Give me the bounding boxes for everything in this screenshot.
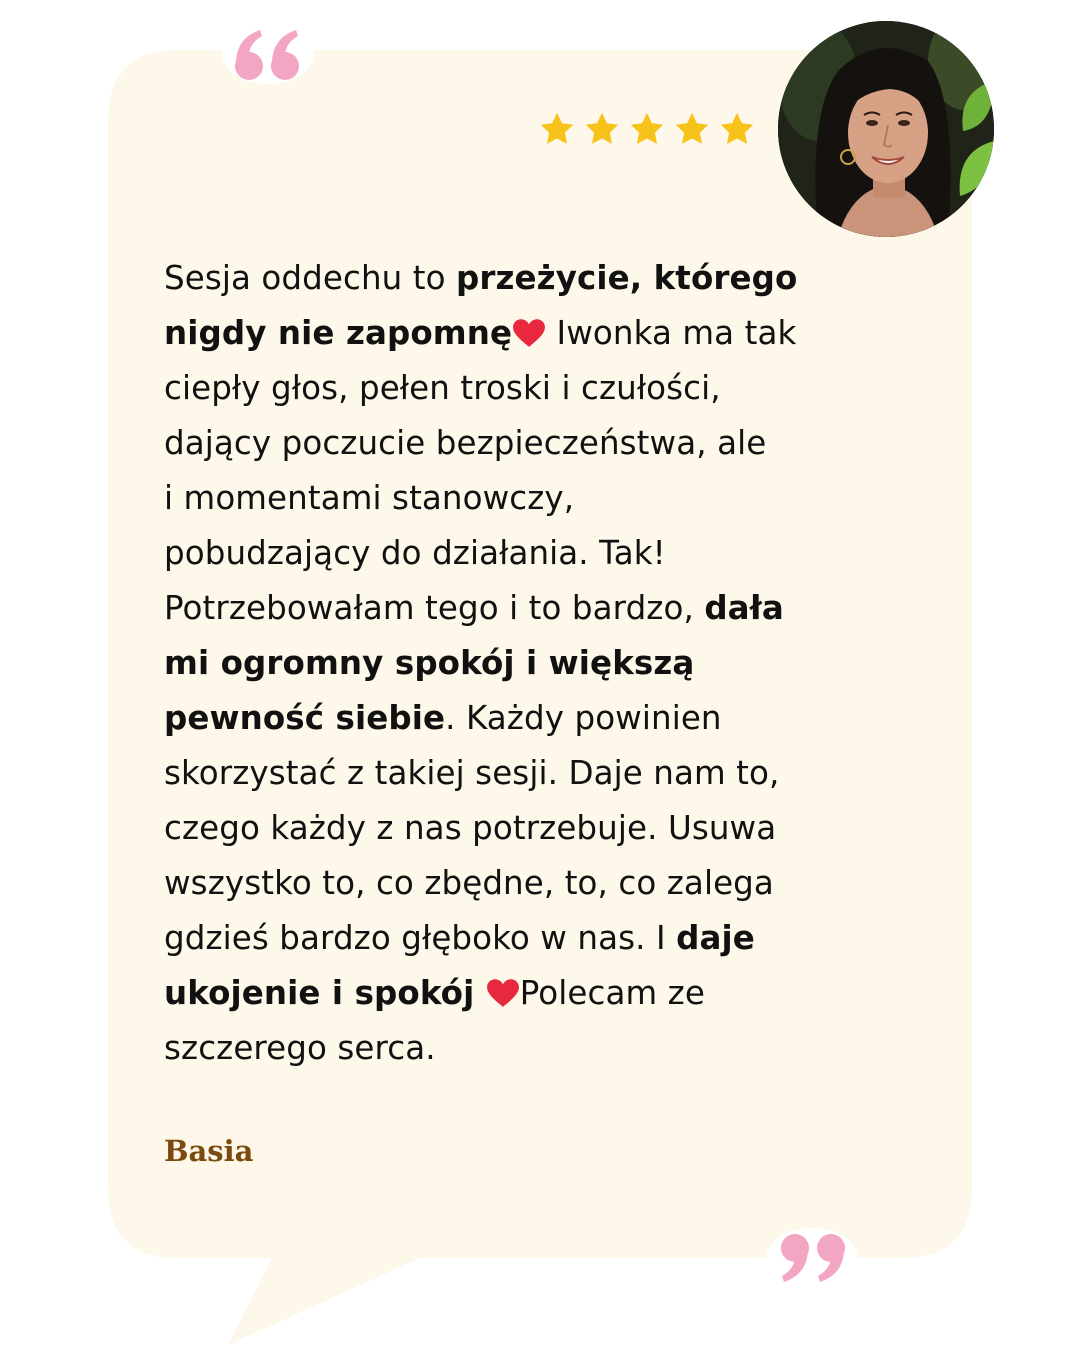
review-text-segment: . Każdy powinien bbox=[445, 699, 722, 737]
review-line bbox=[164, 581, 924, 636]
review-line: skorzystać z takiej sesji. Daje nam to, bbox=[164, 754, 780, 792]
review-line: pobudzający do działania. Tak! bbox=[164, 534, 666, 572]
review-line bbox=[164, 251, 924, 306]
review-line: czego każdy z nas potrzebuje. Usuwa bbox=[164, 809, 777, 847]
heart-icon bbox=[512, 318, 546, 348]
close-quote-icon bbox=[766, 1228, 858, 1288]
avatar bbox=[778, 21, 994, 237]
review-text bbox=[164, 251, 924, 1076]
review-highlight: mi ogromny spokój i większą bbox=[164, 644, 695, 682]
review-line bbox=[164, 691, 924, 746]
review-line: wszystko to, co zbędne, to, co zalega bbox=[164, 864, 774, 902]
review-text-segment: Polecam ze bbox=[519, 974, 705, 1012]
review-line: ciepły głos, pełen troski i czułości, bbox=[164, 369, 721, 407]
star-icon bbox=[583, 110, 621, 148]
review-text-segment: Iwonka ma tak bbox=[546, 314, 797, 352]
review-highlight: nigdy nie zapomnę bbox=[164, 314, 513, 352]
review-line: szczerego serca. bbox=[164, 1029, 436, 1067]
review-highlight: przeżycie, którego bbox=[456, 259, 798, 297]
review-line bbox=[164, 306, 924, 361]
review-line: dający poczucie bezpieczeństwa, ale bbox=[164, 424, 767, 462]
star-rating bbox=[538, 110, 756, 148]
author-name: Basia bbox=[164, 1134, 254, 1168]
review-text-segment: Sesja oddechu to bbox=[164, 259, 457, 297]
review-highlight: daje bbox=[676, 919, 755, 957]
review-text-segment: Potrzebowałam tego i to bardzo, bbox=[164, 589, 705, 627]
star-icon bbox=[628, 110, 666, 148]
review-line bbox=[164, 966, 924, 1021]
review-line bbox=[164, 911, 924, 966]
star-icon bbox=[538, 110, 576, 148]
heart-icon bbox=[486, 978, 520, 1008]
review-highlight: pewność siebie bbox=[164, 699, 446, 737]
review-line: i momentami stanowczy, bbox=[164, 479, 575, 517]
review-highlight: dała bbox=[704, 589, 784, 627]
review-line bbox=[164, 636, 924, 691]
review-text-segment: gdzieś bardzo głęboko w nas. I bbox=[164, 919, 677, 957]
open-quote-icon bbox=[222, 24, 314, 84]
star-icon bbox=[718, 110, 756, 148]
star-icon bbox=[673, 110, 711, 148]
review-highlight: ukojenie i spokój bbox=[164, 974, 486, 1012]
